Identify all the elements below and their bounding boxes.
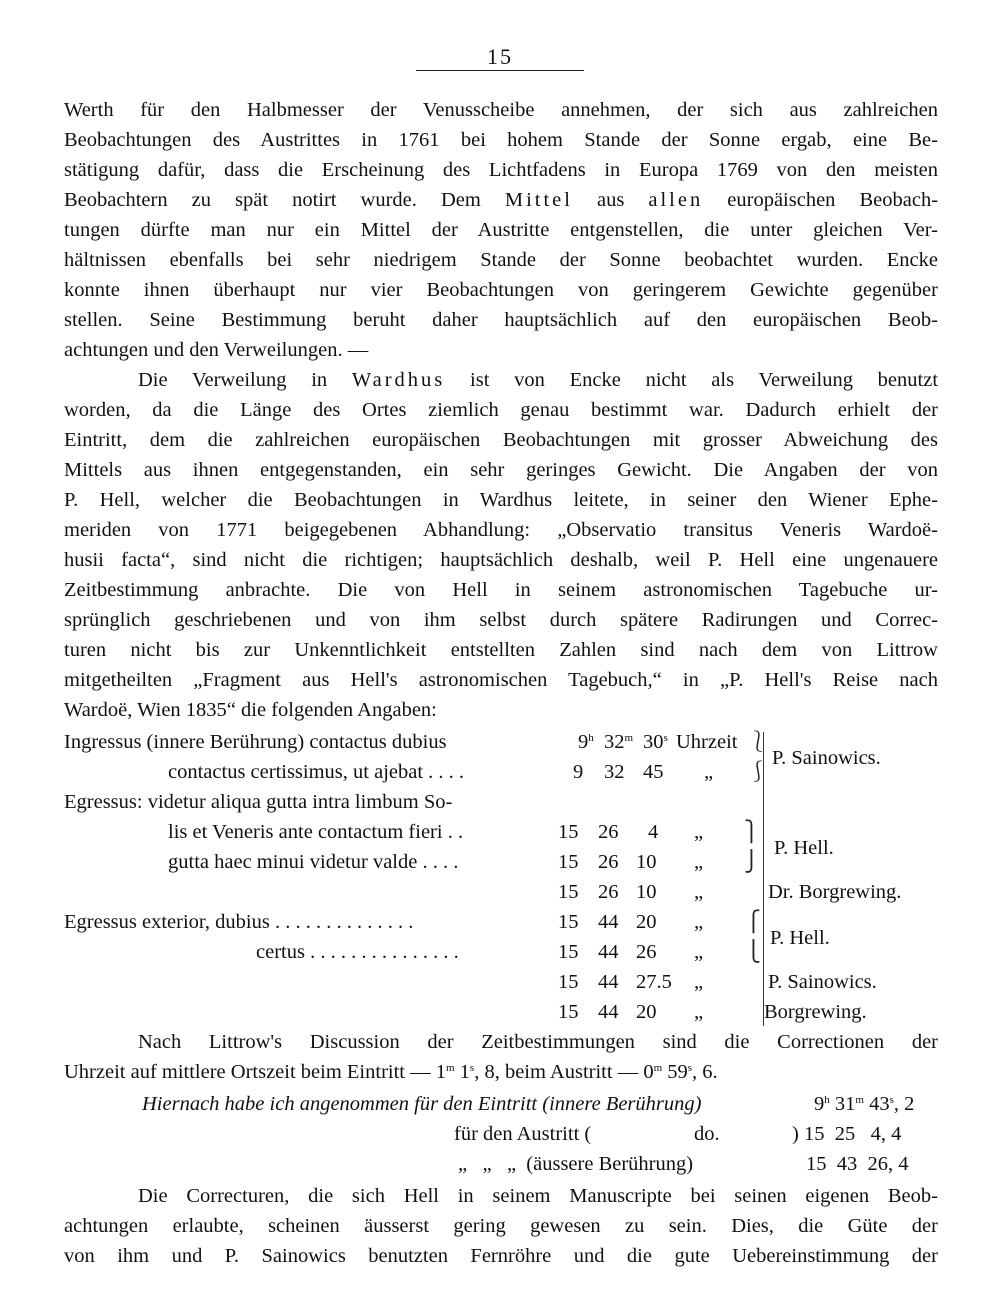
ditto-mark: „ (704, 761, 714, 783)
text-line: hältnissen ebenfalls bei sehr niedrigem Stande der Sonne beobachtet wurden. Encke (64, 249, 938, 271)
brace-mark: ⎱ (748, 731, 768, 753)
text-line: achtungen erlaubte, scheinen äusserst gering gewesen zu sein. Dies, die Güte der (64, 1215, 938, 1237)
adopted-line: Hiernach habe ich angenommen für den Eintritt (innere Berührung) (142, 1093, 702, 1115)
time-unit-label: Uhrzeit (676, 731, 738, 753)
observer-name: P. Hell. (774, 837, 834, 859)
time-value: 44 (598, 911, 619, 933)
time-value: 27.5 (636, 971, 672, 993)
text-line: Nach Littrow's Discussion der Zeitbestimmungen sind die Correctionen der (138, 1031, 938, 1053)
ditto-mark: „ (694, 881, 704, 903)
time-value: 15 (558, 851, 579, 873)
ditto-text: do. (694, 1123, 720, 1145)
time-value: 15 (558, 821, 579, 843)
text-line: Die Correcturen, die sich Hell in seinem Manuscripte bei seinen eigenen Beob- (138, 1185, 938, 1207)
time-value: 26 (598, 821, 619, 843)
text-line: Uhrzeit auf mittlere Ortszeit beim Eintritt — 1$^m$ 1$^s$, 8, beim Austritt — 0$^m$ 59$^s$, 6. (64, 1061, 718, 1083)
ditto-mark: „ (694, 851, 704, 873)
ditto-mark: „ (694, 911, 704, 933)
text-line: meriden von 1771 beigegebenen Abhandlung: „Observatio transitus Veneris Wardoë- (64, 519, 938, 541)
time-value: 44 (598, 971, 619, 993)
observer-name: Dr. Borgrewing. (768, 881, 902, 903)
table-row-label: certus . . . . . . . . . . . . . . . (256, 941, 459, 963)
time-value: 32 (604, 761, 625, 783)
table-row-label: Ingressus (innere Berührung) contactus dubius (64, 731, 447, 753)
time-value: 44 (598, 941, 619, 963)
text-line: Werth für den Halbmesser der Venusscheibe annehmen, der sich aus zahlreichen (64, 99, 938, 121)
time-value: 26 (598, 851, 619, 873)
time-value: 30$^s$ (643, 731, 668, 753)
observer-name: P. Hell. (770, 927, 830, 949)
brace-mark: ⎩ (746, 941, 761, 963)
time-value: 26 (636, 941, 657, 963)
time-value: 20 (636, 911, 657, 933)
adopted-value: ) 15 25 4, 4 (792, 1123, 902, 1145)
adopted-line: für den Austritt ( (454, 1123, 592, 1145)
adopted-value: 9$^h$ 31$^m$ 43$^s$, 2 (814, 1093, 915, 1115)
table-row-label: contactus certissimus, ut ajebat . . . . (168, 761, 465, 783)
brace-mark: ⎰ (748, 761, 768, 783)
table-row-label: gutta haec minui videtur valde . . . . (168, 851, 459, 873)
time-value: 15 (558, 1001, 579, 1023)
time-value: 32$^m$ (604, 731, 634, 753)
table-row-label: lis et Veneris ante contactum fieri . . (168, 821, 464, 843)
time-value: 10 (636, 851, 657, 873)
brace-mark: ⎫ (744, 821, 759, 843)
time-value: 20 (636, 1001, 657, 1023)
text-line: Zeitbestimmung anbrachte. Die von Hell in seinem astronomischen Tagebuche ur- (64, 579, 938, 601)
time-value: 45 (643, 761, 664, 783)
ditto-mark: „ (694, 1001, 704, 1023)
ditto-mark: „ (694, 821, 704, 843)
page-number: 15 (487, 44, 513, 69)
time-value: 15 (558, 971, 579, 993)
text-line: sprünglich geschriebenen und von ihm selbst durch spätere Radirungen und Correc- (64, 609, 938, 631)
time-value: 15 (558, 881, 579, 903)
time-value: 26 (598, 881, 619, 903)
observer-name: Borgrewing. (764, 1001, 867, 1023)
text-line: Eintritt, dem die zahlreichen europäischen Beobachtungen mit grosser Abweichung des (64, 429, 938, 451)
adopted-value: 15 43 26, 4 (806, 1153, 909, 1175)
text-line: P. Hell, welcher die Beobachtungen in Wardhus leitete, in seiner den Wiener Ephe- (64, 489, 938, 511)
text-line: tungen dürfte man nur ein Mittel der Austritte entgenstellen, die unter gleichen Ver- (64, 219, 938, 241)
text-line: konnte ihnen überhaupt nur vier Beobachtungen von geringerem Gewichte gegenüber (64, 279, 938, 301)
time-value: 15 (558, 911, 579, 933)
text-line: mitgetheilten „Fragment aus Hell's astronomischen Tagebuch,“ in „P. Hell's Reise nach (64, 669, 938, 691)
text-line: Wardoë, Wien 1835“ die folgenden Angaben: (64, 699, 437, 721)
time-value: 10 (636, 881, 657, 903)
time-value: 9 (573, 761, 584, 783)
text-line: Mittels aus ihnen entgegenstanden, ein sehr geringes Gewicht. Die Angaben der von (64, 459, 938, 481)
time-value: 4 (648, 821, 659, 843)
ditto-mark: „ (694, 971, 704, 993)
brace-mark: ⎭ (744, 851, 759, 873)
ditto-mark: „ (694, 941, 704, 963)
text-line: husii facta“, sind nicht die richtigen; hauptsächlich deshalb, weil P. Hell eine ungenauere (64, 549, 938, 571)
text-line: achtungen und den Verweilungen. — (64, 339, 369, 361)
text-line: Die Verweilung in Wardhus ist von Encke nicht als Verweilung benutzt (138, 369, 939, 391)
table-row-label: Egressus exterior, dubius . . . . . . . . . . . . . . (64, 911, 414, 933)
time-value: 9$^h$ (578, 731, 594, 753)
text-line: turen nicht bis zur Unkenntlichkeit entstellten Zahlen sind nach dem von Littrow (64, 639, 938, 661)
text-line: Beobachtern zu spät notirt wurde. Dem Mittel aus allen europäischen Beobach- (64, 189, 939, 211)
text-line: worden, da die Länge des Ortes ziemlich genau bestimmt war. Dadurch erhielt der (64, 399, 938, 421)
header-rule (416, 70, 584, 71)
time-value: 44 (598, 1001, 619, 1023)
text-line: Beobachtungen des Austrittes in 1761 bei hohem Stande der Sonne ergab, eine Be- (64, 129, 938, 151)
text-line: stellen. Seine Bestimmung beruht daher hauptsächlich auf den europäischen Beob- (64, 309, 938, 331)
text-line: von ihm und P. Sainowics benutzten Fernröhre und die gute Uebereinstimmung der (64, 1245, 938, 1267)
brace-mark: ⎧ (746, 911, 761, 933)
observer-name: P. Sainowics. (772, 747, 881, 769)
adopted-line: „ „ „ (äussere Berührung) (458, 1153, 694, 1175)
time-value: 15 (558, 941, 579, 963)
table-row-label: Egressus: videtur aliqua gutta intra limbum So- (64, 791, 453, 813)
observer-name: P. Sainowics. (768, 971, 877, 993)
text-line: stätigung dafür, dass die Erscheinung des Lichtfadens in Europa 1769 von den meisten (64, 159, 938, 181)
